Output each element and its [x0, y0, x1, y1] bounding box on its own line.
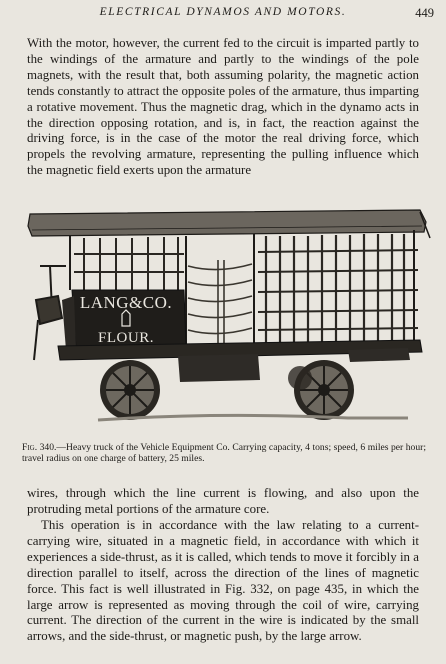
sign-text-line-1: LANG&CO.	[79, 293, 173, 312]
body-paragraph-2: wires, through which the line current is flowing, and also upon the protruding metal portions of the armature core.	[27, 486, 419, 516]
page-header	[0, 6, 446, 24]
figure-label: Fig. 340.	[22, 442, 57, 453]
sign-text-line-2: FLOUR.	[98, 330, 154, 346]
truck-illustration	[18, 200, 433, 428]
body-paragraph-3: This operation is in accordance with the law relating to a current-carrying wire, situated in a magnetic field, in accordance with which it experiences a side-thrust, as it is called, which tends to move it forcibly in a direction parallel to itself, across the direction of the lines of magnetic force. This fact is well illustrated in Fig. 332, on page 435, in which the large arrow is represented as moving through the coil of wire, carrying current. The direction of the current in the wire is indicated by the small arrows, and the side-thrust, or magnetic push, by the large arrow.	[27, 518, 419, 644]
figure-caption-text: —Heavy truck of the Vehicle Equipment Co. Carrying capacity, 4 tons; speed, 6 miles per hour; travel radius on one charge of battery, 25 miles.	[22, 442, 426, 464]
front-wheel	[100, 360, 160, 420]
page-number: 449	[415, 6, 434, 20]
electric-truck-drawing	[18, 200, 433, 428]
running-title: ELECTRICAL DYNAMOS AND MOTORS.	[99, 6, 347, 18]
body-paragraph-1: With the motor, however, the current fed to the circuit is imparted partly to the windings of the armature and partly to the windings of the pole magnets, with the result that, both assuming polarity, the magnetic action tends constantly to attract the opposite poles of the armature, thus imparting a rotative movement. Thus the magnetic drag, which in the dynamo acts in the direction opposing rotation, and is, in fact, the reaction against the driving force, is in the case of the motor the real driving force, which propels the revolving armature, representing the pulling influence which the magnetic field exerts upon the armature	[27, 36, 419, 178]
figure-caption	[22, 442, 426, 464]
